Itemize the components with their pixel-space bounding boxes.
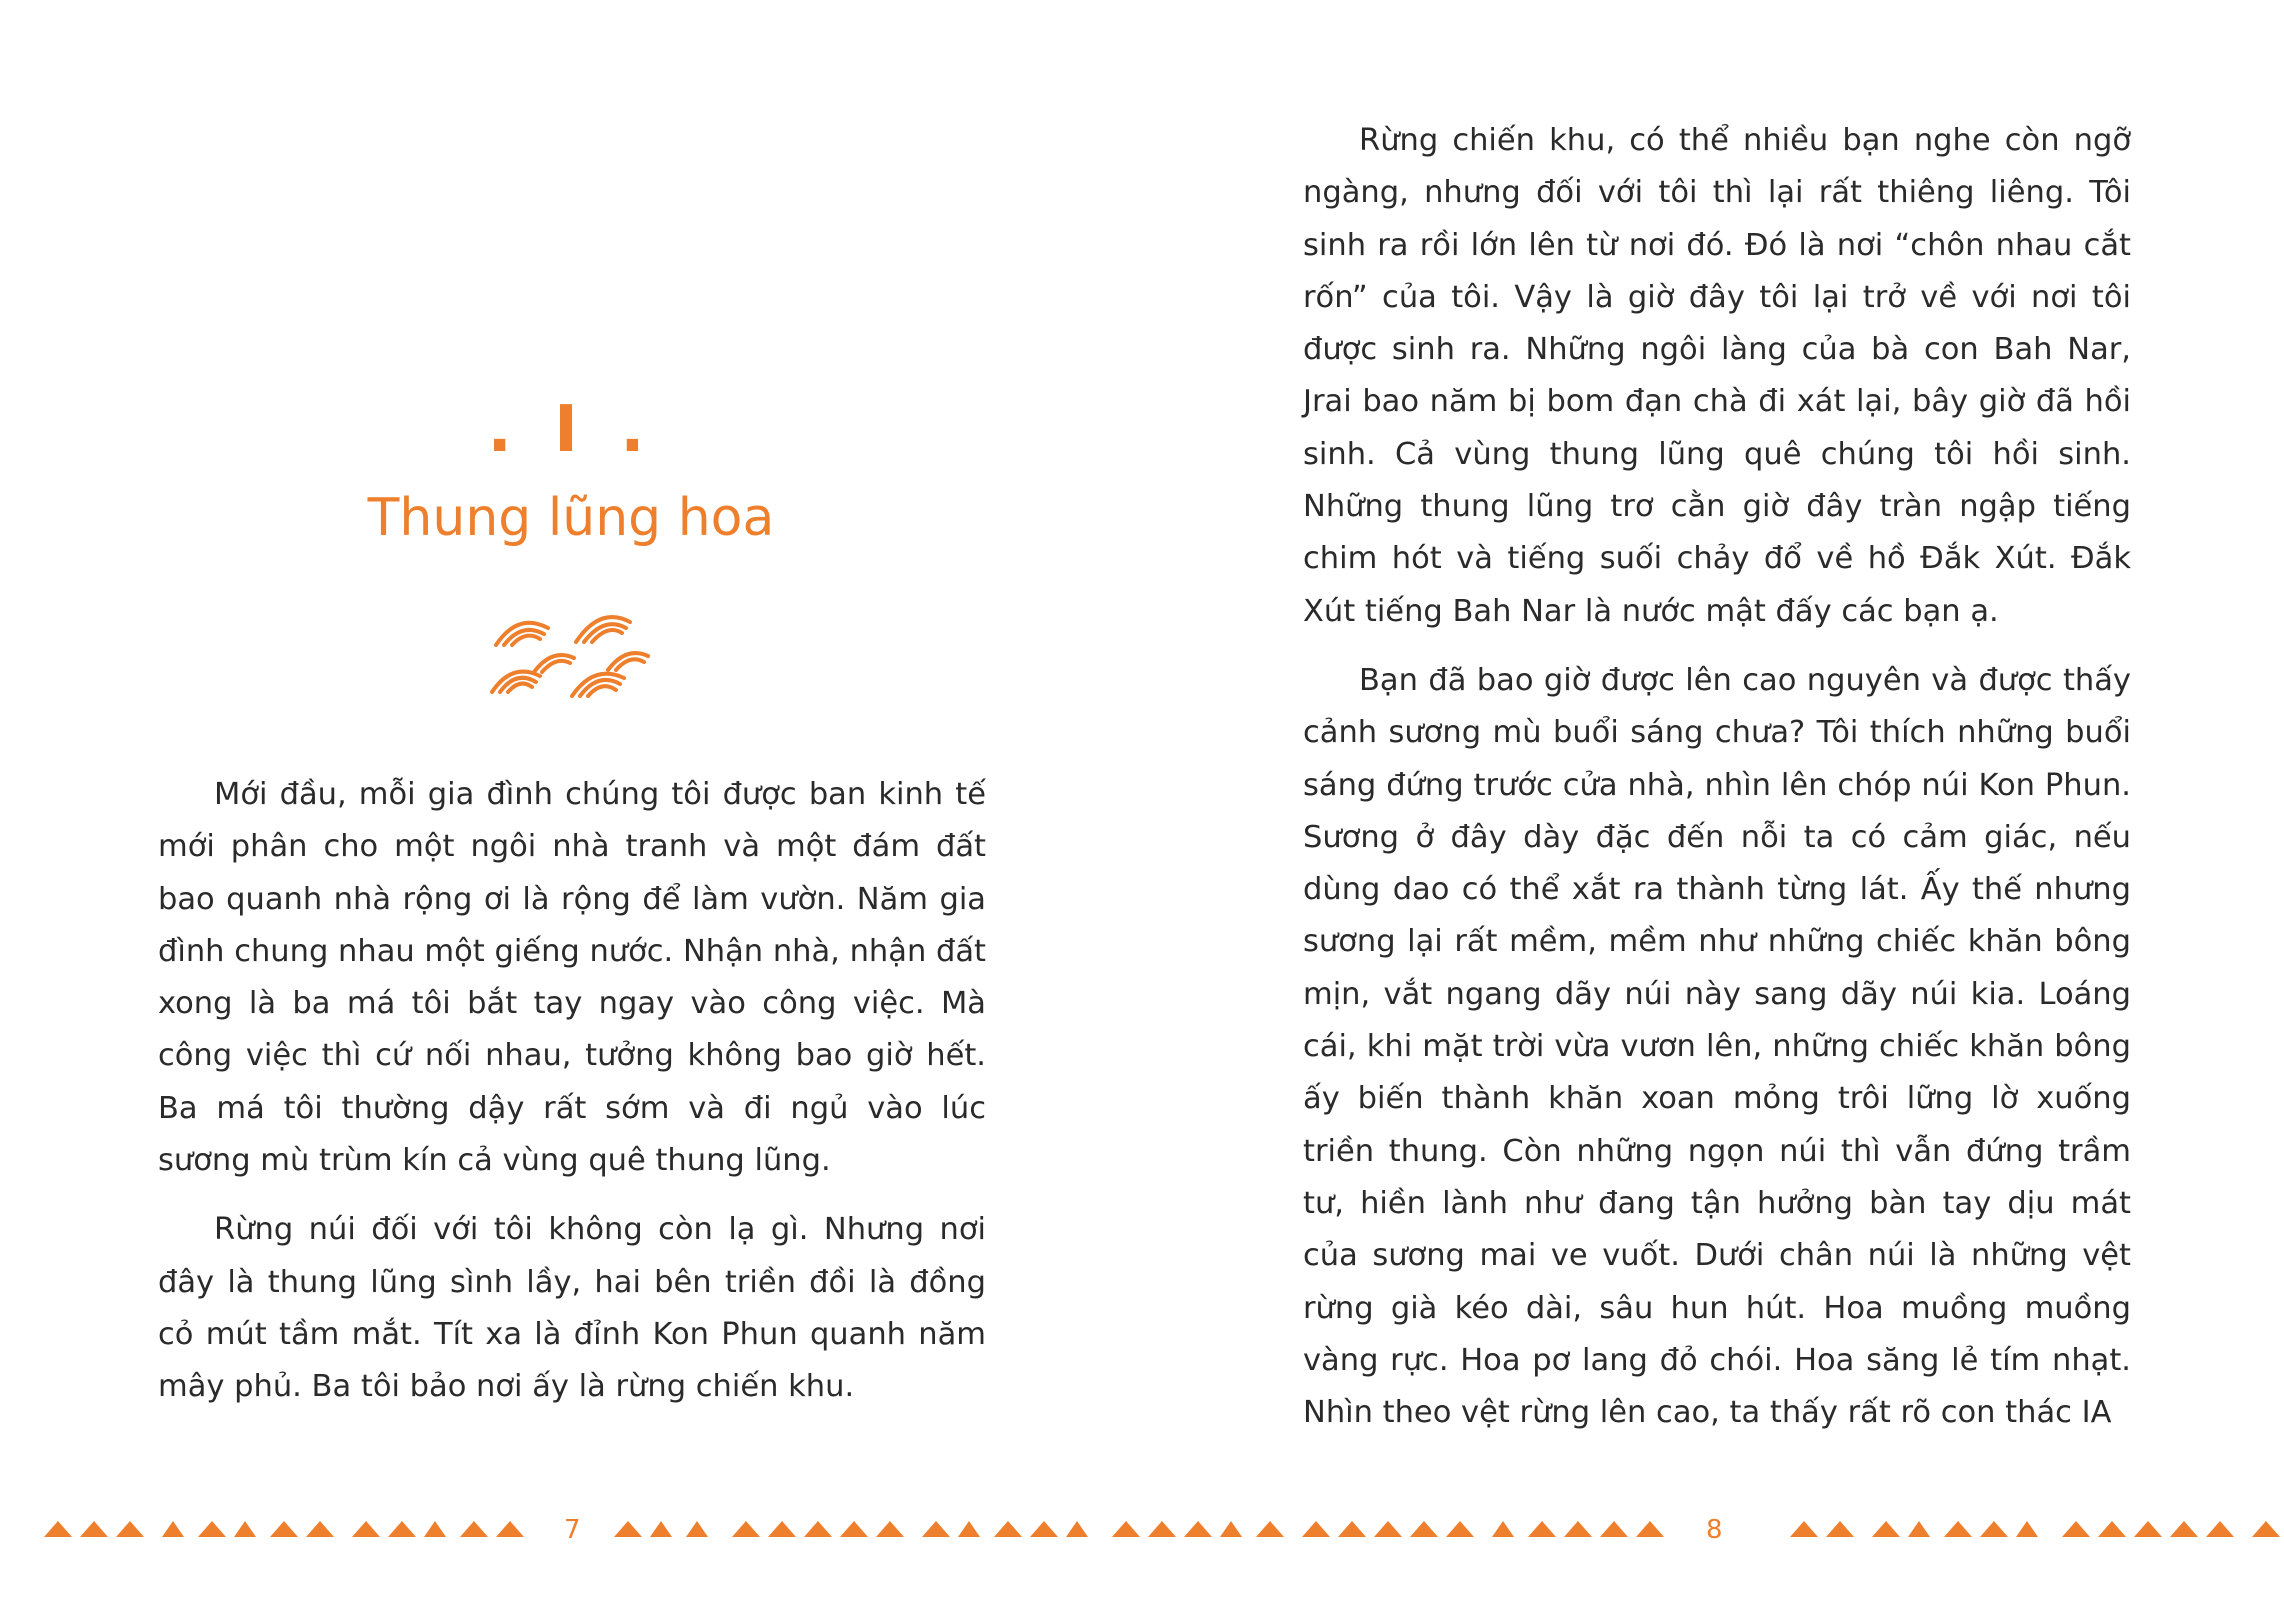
paragraph: Rừng chiến khu, có thể nhiều bạn nghe còn ngỡ ngàng, nhưng đối với tôi thì lại rất thiêng liêng. Tôi sinh ra rồi lớn lên từ nơi đó. Đó là nơi “chôn nhau cắt rốn” của tôi. Vậy là giờ đây tôi lại trở về với nơi tôi được sinh ra. Những ngôi làng của bà con Bah Nar, Jrai bao năm bị bom đạn chà đi xát lại, bây giờ đã hồi sinh. Cả vùng thung lũng quê chúng tôi hồi sinh. Những thung lũng trơ cằn giờ đây tràn ngập tiếng chim hót và tiếng suối chảy đổ về hồ Đắk Xút. Đắk Xút tiếng Bah Nar là nước mật đấy các bạn ạ. [1303,123,2131,629]
border-triangle [44,1521,72,1537]
border-triangle [2016,1521,2038,1537]
border-triangle [650,1521,672,1537]
border-triangle [614,1521,642,1537]
border-triangle [424,1521,446,1537]
border-triangle [1112,1521,1140,1537]
border-triangle [1410,1521,1438,1537]
right-page [1142,0,2284,1615]
border-triangle [922,1521,950,1537]
border-triangle [306,1521,334,1537]
chapter-heading [0,395,1142,549]
paragraph: Bạn đã bao giờ được lên cao nguyên và được thấy cảnh sương mù buổi sáng chưa? Tôi thích những buổi sáng đứng trước cửa nhà, nhìn lên chóp núi Kon Phun. Sương ở đây dày đặc đến nỗi ta có cảm giác, nếu dùng dao có thể xắt ra thành từng lát. Ấy thế nhưng sương lại rất mềm, mềm như những chiếc khăn bông mịn, vắt ngang dãy núi này sang dãy núi kia. Loáng cái, khi mặt trời vừa vươn lên, những chiếc khăn bông ấy biến thành khăn xoan mỏng trôi lững lờ xuống triền thung. Còn những ngọn núi thì vẫn đứng trầm tư, hiền lành như đang tận hưởng bàn tay dịu mát của sương mai ve vuốt. Dưới chân núi là những vệt rừng già kéo dài, sâu hun hút. Hoa muồng muồng vàng rực. Hoa pơ lang đỏ chói. Hoa săng lẻ tím nhạt. Nhìn theo vệt rừng lên cao, ta thấy rất rõ con thác IA [1303,662,2131,1431]
border-triangle [1302,1521,1330,1537]
border-triangle [1256,1521,1284,1537]
border-triangle [732,1521,760,1537]
border-triangle [1564,1521,1592,1537]
right-body-text [1303,115,2131,1456]
border-triangle [1980,1521,2008,1537]
border-triangle [1492,1521,1514,1537]
border-triangle [352,1521,380,1537]
border-triangle [198,1521,226,1537]
border-triangle [1338,1521,1366,1537]
border-triangle [162,1521,184,1537]
border-triangle [1790,1521,1818,1537]
border-triangle [804,1521,832,1537]
border-triangle [1184,1521,1212,1537]
border-triangle [116,1521,144,1537]
page-number-left: 7 [564,1515,581,1545]
border-triangle [1446,1521,1474,1537]
border-triangle [2098,1521,2126,1537]
paragraph: Rừng núi đối với tôi không còn lạ gì. Nhưng nơi đây là thung lũng sình lầy, hai bên triền đồi là đồng cỏ mút tầm mắt. Tít xa là đỉnh Kon Phun quanh năm mây phủ. Ba tôi bảo nơi ấy là rừng chiến khu. [158,1212,986,1405]
border-triangle [1600,1521,1628,1537]
border-triangle [496,1521,524,1537]
border-triangle [1636,1521,1664,1537]
border-triangle [234,1521,256,1537]
border-triangle [958,1521,980,1537]
border-triangle [768,1521,796,1537]
border-triangle [270,1521,298,1537]
border-triangle [2134,1521,2162,1537]
border-triangle [876,1521,904,1537]
border-triangle [1944,1521,1972,1537]
border-triangle [1374,1521,1402,1537]
border-triangle [2170,1521,2198,1537]
border-triangle [840,1521,868,1537]
hills-ornament-icon [488,600,658,710]
page-number-right: 8 [1706,1515,1723,1545]
border-triangle [1220,1521,1242,1537]
border-triangle [2252,1521,2280,1537]
border-triangle [1066,1521,1088,1537]
left-body-text [158,769,986,1431]
border-triangle [994,1521,1022,1537]
border-triangle [686,1521,708,1537]
border-triangle [2206,1521,2234,1537]
border-triangle [2062,1521,2090,1537]
border-triangle [1872,1521,1900,1537]
triangle-border-icon [0,1515,2284,1545]
paragraph: Mới đầu, mỗi gia đình chúng tôi được ban kinh tế mới phân cho một ngôi nhà tranh và một đám đất bao quanh nhà rộng ơi là rộng để làm vườn. Năm gia đình chung nhau một giếng nước. Nhận nhà, nhận đất xong là ba má tôi bắt tay ngay vào công việc. Mà công việc thì cứ nối nhau, tưởng không bao giờ hết. Ba má tôi thường dậy rất sớm và đi ngủ vào lúc sương mù trùm kín cả vùng quê thung lũng. [158,777,986,1179]
border-triangle [460,1521,488,1537]
border-triangle [1826,1521,1854,1537]
border-triangle [1908,1521,1930,1537]
chapter-number: . I . [487,393,655,467]
chapter-title: Thung lũng hoa [367,488,775,548]
border-triangle [1528,1521,1556,1537]
border-triangle [388,1521,416,1537]
border-triangle [80,1521,108,1537]
border-triangle [1148,1521,1176,1537]
border-triangle [1030,1521,1058,1537]
